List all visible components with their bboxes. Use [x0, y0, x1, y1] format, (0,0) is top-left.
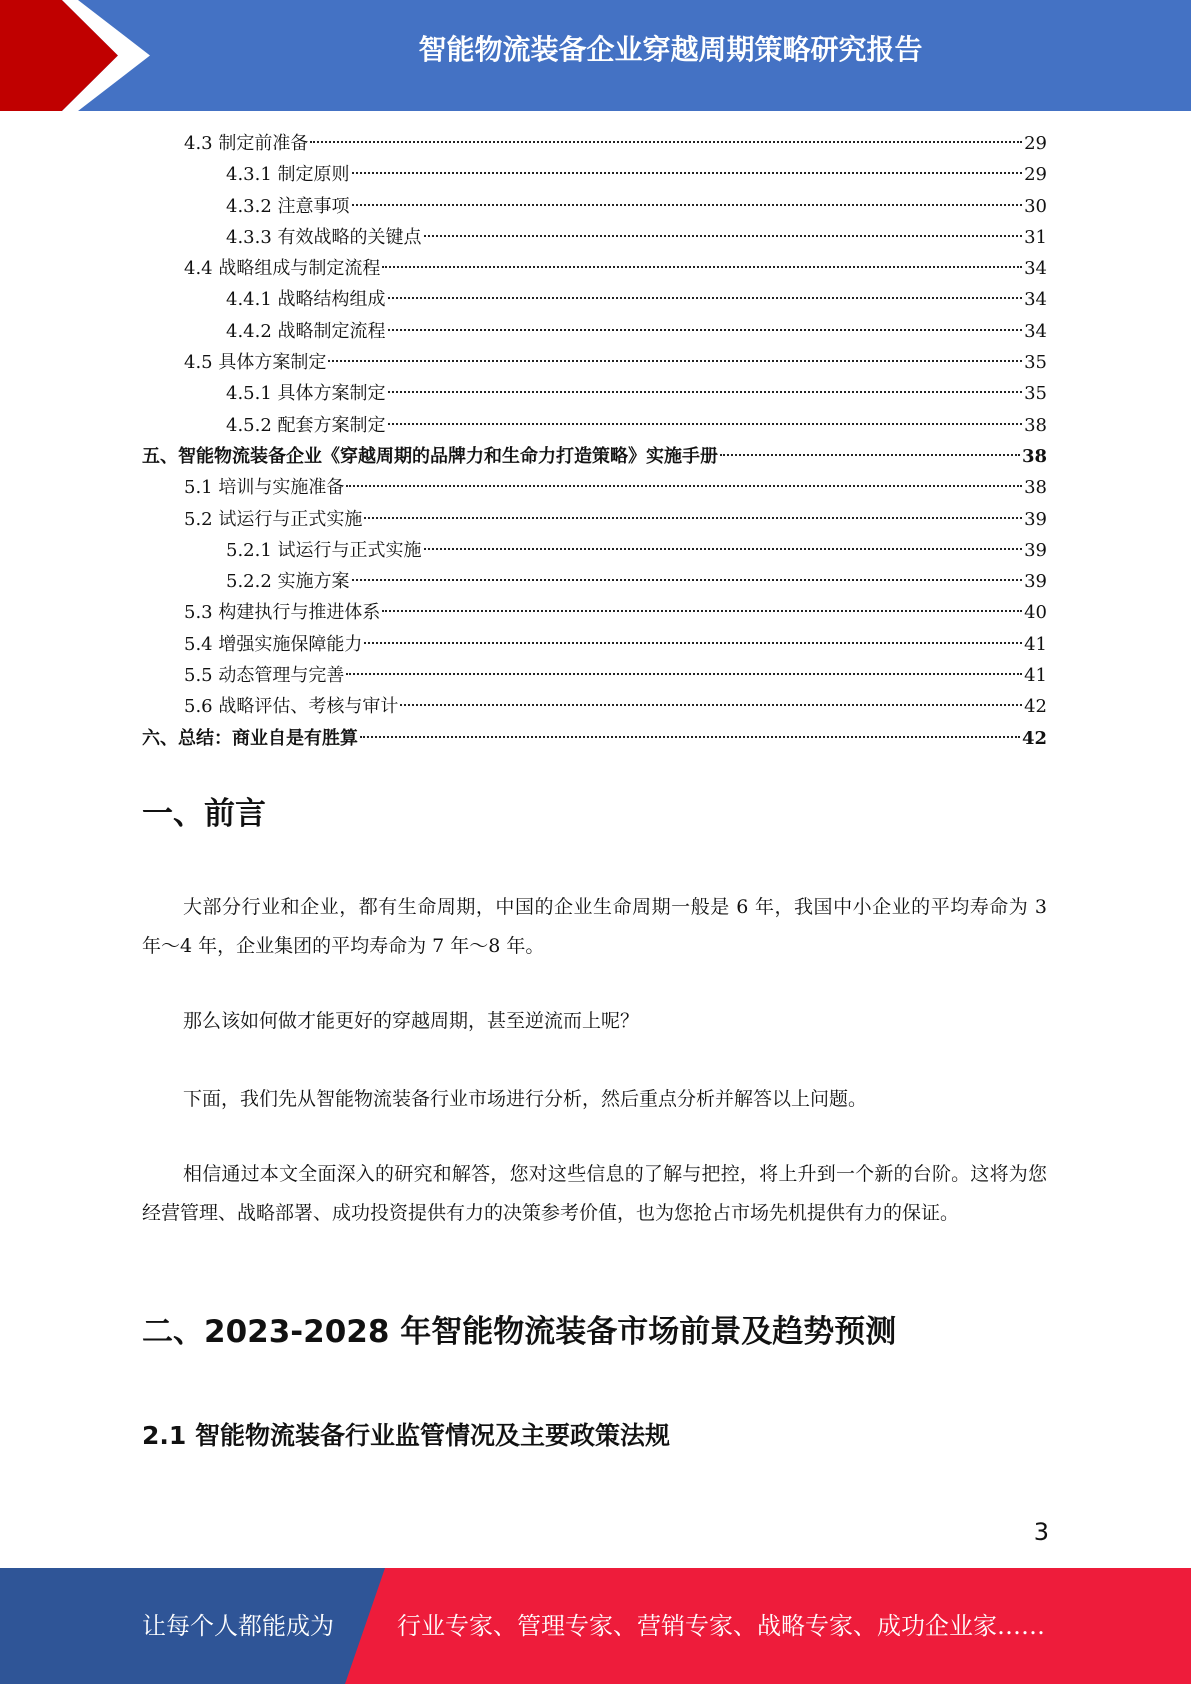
toc-entry-page: 34 — [1024, 289, 1047, 311]
toc-entry-label: 4.5.2 配套方案制定 — [226, 414, 386, 436]
toc-entry-label: 五、智能物流装备企业《穿越周期的品牌力和生命力打造策略》实施手册 — [142, 445, 718, 467]
toc-entry[interactable] — [142, 222, 1047, 253]
toc-entry-page: 31 — [1024, 226, 1047, 248]
toc-entry-label: 4.3.2 注意事项 — [226, 195, 350, 217]
toc-entry-label: 5.4 增强实施保障能力 — [184, 633, 363, 655]
section-heading-market-outlook: 二、2023-2028 年智能物流装备市场前景及趋势预测 — [142, 1314, 897, 1350]
toc-entry-page: 41 — [1024, 665, 1047, 687]
toc-entry[interactable] — [142, 535, 1047, 566]
toc-dot-leader — [388, 329, 1023, 331]
toc-entry[interactable] — [142, 723, 1047, 754]
toc-entry-label: 5.1 培训与实施准备 — [184, 477, 345, 499]
page-header — [0, 0, 1191, 111]
toc-entry[interactable] — [142, 566, 1047, 597]
page-footer — [0, 1568, 1191, 1684]
toc-entry[interactable] — [142, 472, 1047, 503]
toc-entry[interactable] — [142, 629, 1047, 660]
toc-entry[interactable] — [142, 691, 1047, 722]
toc-dot-leader — [352, 579, 1023, 581]
toc-entry-label: 5.3 构建执行与推进体系 — [184, 602, 381, 624]
toc-dot-leader — [328, 360, 1022, 362]
toc-entry-page: 41 — [1024, 633, 1047, 655]
toc-entry-page: 40 — [1024, 602, 1047, 624]
toc-entry-page: 29 — [1024, 164, 1047, 186]
subsection-heading: 2.1 智能物流装备行业监管情况及主要政策法规 — [142, 1421, 670, 1450]
toc-entry[interactable] — [142, 441, 1047, 472]
toc-dot-leader — [388, 391, 1023, 393]
toc-entry-page: 39 — [1024, 508, 1047, 530]
toc-entry[interactable] — [142, 284, 1047, 315]
toc-entry-label: 5.5 动态管理与完善 — [184, 665, 345, 687]
toc-entry-label: 4.4 战略组成与制定流程 — [184, 258, 381, 280]
toc-entry[interactable] — [142, 128, 1047, 159]
toc-entry[interactable] — [142, 191, 1047, 222]
footer-slogan-right: 行业专家、管理专家、营销专家、战略专家、成功企业家…… — [397, 1612, 1045, 1640]
paragraph: 相信通过本文全面深入的研究和解答，您对这些信息的了解与把控，将上升到一个新的台阶。这将为您经营管理、战略部署、成功投资提供有力的决策参考价值，也为您抢占市场先机提供有力的保证。 — [142, 1163, 1047, 1224]
paragraph: 那么该如何做才能更好的穿越周期，甚至逆流而上呢？ — [183, 1010, 640, 1032]
toc-entry[interactable] — [142, 597, 1047, 628]
toc-entry[interactable] — [142, 410, 1047, 441]
toc-entry-page: 34 — [1024, 320, 1047, 342]
toc-dot-leader — [388, 297, 1023, 299]
toc-entry[interactable] — [142, 159, 1047, 190]
toc-entry-page: 35 — [1024, 352, 1047, 374]
toc-entry-page: 30 — [1024, 195, 1047, 217]
toc-entry-label: 5.6 战略评估、考核与审计 — [184, 696, 399, 718]
toc-dot-leader — [346, 673, 1022, 675]
toc-dot-leader — [720, 454, 1020, 456]
toc-entry-page: 42 — [1024, 696, 1047, 718]
toc-entry-page: 38 — [1024, 477, 1047, 499]
paragraph: 大部分行业和企业，都有生命周期，中国的企业生命周期一般是 6 年，我国中小企业的平均寿命为 3 年～4 年，企业集团的平均寿命为 7 年～8 年。 — [142, 896, 1047, 957]
toc-entry-page: 38 — [1024, 414, 1047, 436]
toc-entry-page: 34 — [1024, 258, 1047, 280]
toc-dot-leader — [346, 485, 1022, 487]
toc-entry-page: 42 — [1021, 727, 1047, 749]
toc-entry-label: 4.3.1 制定原则 — [226, 164, 350, 186]
toc-entry-label: 4.3.3 有效战略的关键点 — [226, 226, 422, 248]
toc-dot-leader — [352, 172, 1023, 174]
toc-dot-leader — [382, 610, 1022, 612]
toc-entry[interactable] — [142, 378, 1047, 409]
toc-entry-label: 4.4.1 战略结构组成 — [226, 289, 386, 311]
toc-entry[interactable] — [142, 504, 1047, 535]
toc-entry-label: 5.2.1 试运行与正式实施 — [226, 539, 422, 561]
table-of-contents — [142, 128, 1047, 754]
toc-entry-page: 39 — [1024, 539, 1047, 561]
header-chevron-logo — [0, 0, 150, 111]
section-heading-preface: 一、前言 — [142, 796, 266, 832]
toc-entry[interactable] — [142, 253, 1047, 284]
page-number: 3 — [1033, 1518, 1049, 1546]
toc-entry[interactable] — [142, 660, 1047, 691]
toc-dot-leader — [310, 141, 1022, 143]
toc-entry-label: 5.2 试运行与正式实施 — [184, 508, 363, 530]
toc-entry-page: 38 — [1021, 445, 1047, 467]
toc-dot-leader — [352, 204, 1023, 206]
toc-entry-label: 4.3 制定前准备 — [184, 133, 309, 154]
toc-dot-leader — [364, 642, 1022, 644]
toc-entry-page: 39 — [1024, 571, 1047, 593]
toc-dot-leader — [388, 423, 1023, 425]
toc-dot-leader — [424, 548, 1023, 550]
toc-dot-leader — [364, 517, 1022, 519]
toc-entry-page: 29 — [1024, 133, 1047, 154]
toc-entry-label: 5.2.2 实施方案 — [226, 571, 350, 593]
toc-dot-leader — [360, 736, 1020, 738]
toc-entry-label: 4.4.2 战略制定流程 — [226, 320, 386, 342]
toc-dot-leader — [400, 704, 1022, 706]
toc-entry-page: 35 — [1024, 383, 1047, 405]
toc-entry[interactable] — [142, 347, 1047, 378]
footer-slogan-left: 让每个人都能成为 — [142, 1612, 334, 1640]
header-title: 智能物流装备企业穿越周期策略研究报告 — [418, 33, 923, 66]
toc-dot-leader — [424, 235, 1023, 237]
paragraph: 下面，我们先从智能物流装备行业市场进行分析，然后重点分析并解答以上问题。 — [183, 1088, 868, 1110]
toc-dot-leader — [382, 266, 1022, 268]
toc-entry-label: 4.5.1 具体方案制定 — [226, 383, 386, 405]
toc-entry-label: 4.5 具体方案制定 — [184, 352, 327, 374]
toc-entry-label: 六、总结：商业自是有胜算 — [142, 727, 358, 749]
toc-entry[interactable] — [142, 316, 1047, 347]
